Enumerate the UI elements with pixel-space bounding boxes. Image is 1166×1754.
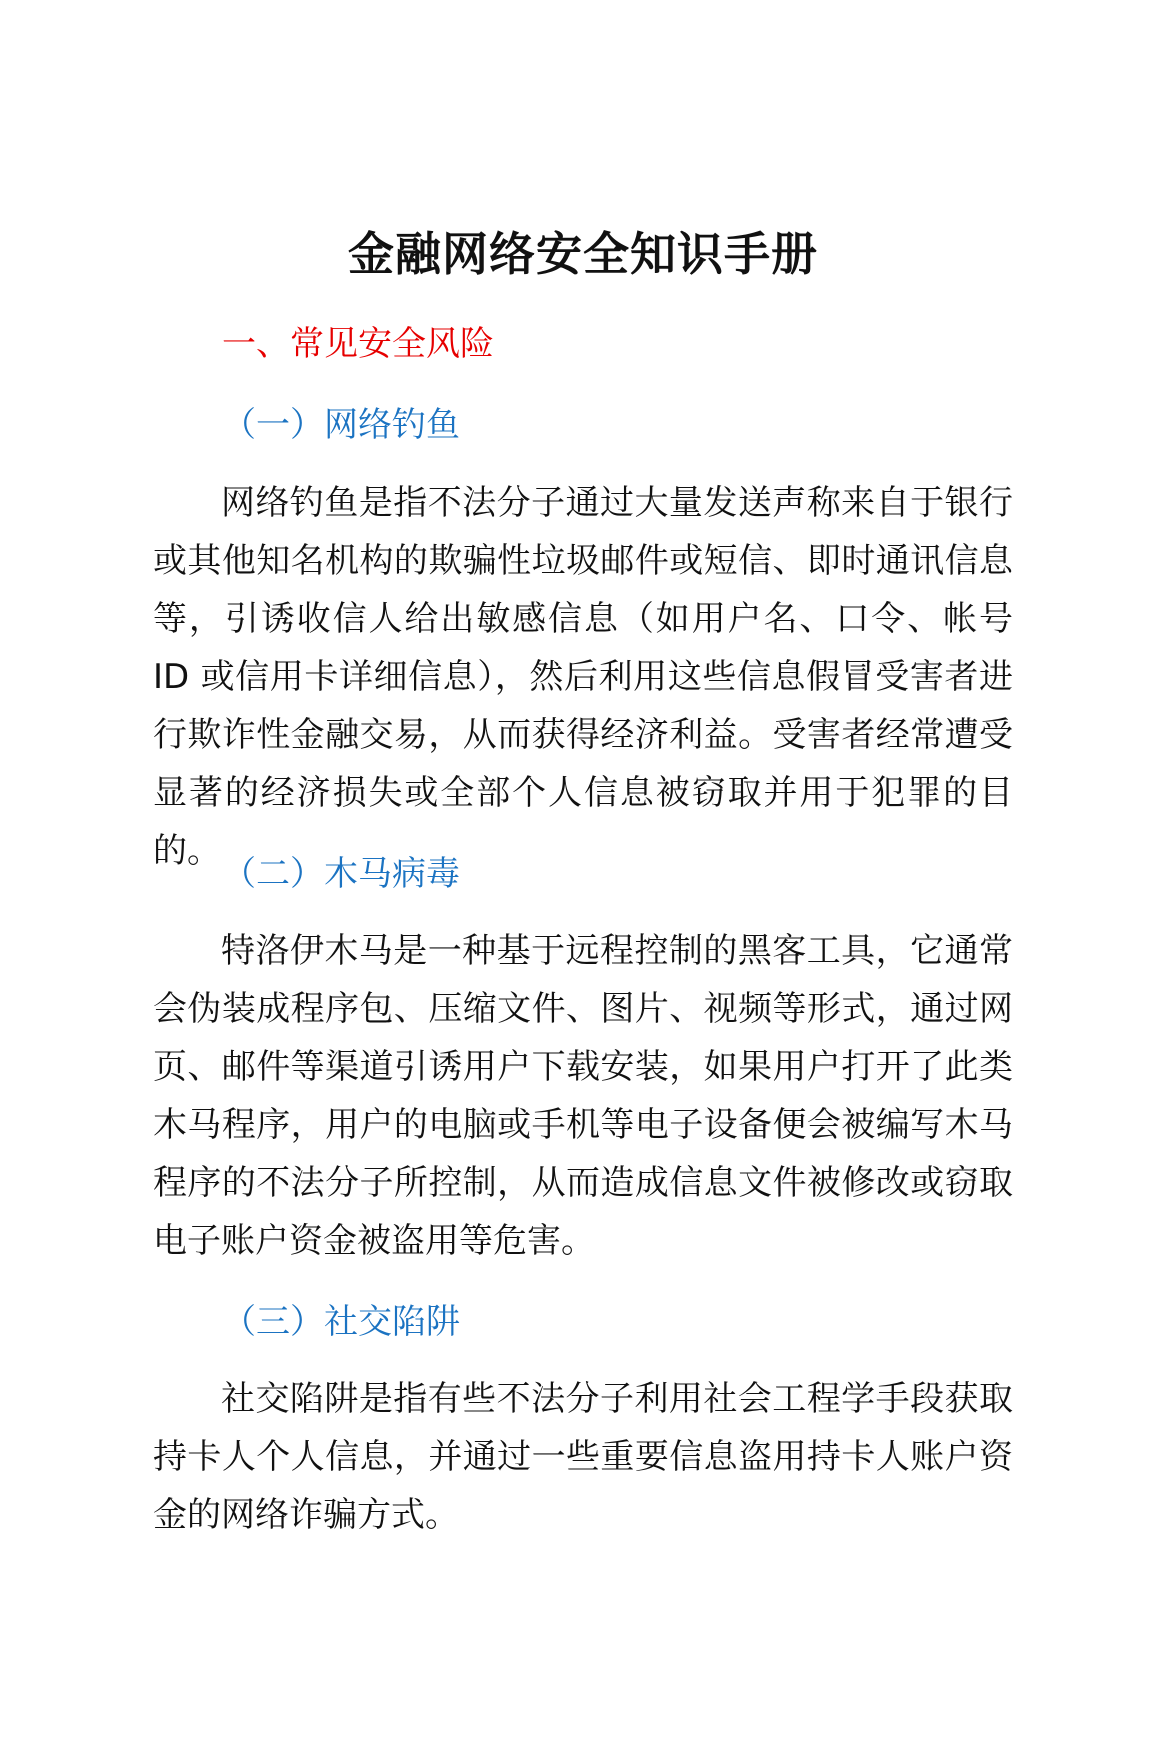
subsection-heading-phishing: （一）网络钓鱼 <box>222 405 460 445</box>
document-title: 金融网络安全知识手册 <box>348 227 818 281</box>
paragraph-trojan: 特洛伊木马是一种基于远程控制的黑客工具，它通常会伪装成程序包、压缩文件、图片、视频等形式，通过网页、邮件等渠道引诱用户下载安装，如果用户打开了此类木马程序，用户的电脑或手机等电子设备便会被编写木马程序的不法分子所控制，从而造成信息文件被修改或窃取电子账户资金被盗用等危害。 <box>153 931 1013 1261</box>
paragraph-phishing: 网络钓鱼是指不法分子通过大量发送声称来自于银行或其他知名机构的欺骗性垃圾邮件或短信、即时通讯信息等，引诱收信人给出敏感信息（如用户名、口令、帐号 ID 或信用卡详细信息），然后利用这些信息假冒受害者进行欺诈性金融交易，从而获得经济利益。受害者经常遭受显著的经济损失或全部个人信息被窃取并用于犯罪的目的。 <box>153 483 1013 871</box>
subsection-heading-trojan: （二）木马病毒 <box>222 854 460 894</box>
section-heading-common-risks: 一、常见安全风险 <box>222 324 494 364</box>
subsection-heading-social-trap: （三）社交陷阱 <box>222 1302 460 1342</box>
paragraph-social-trap: 社交陷阱是指有些不法分子利用社会工程学手段获取持卡人个人信息，并通过一些重要信息盗用持卡人账户资金的网络诈骗方式。 <box>153 1379 1013 1535</box>
